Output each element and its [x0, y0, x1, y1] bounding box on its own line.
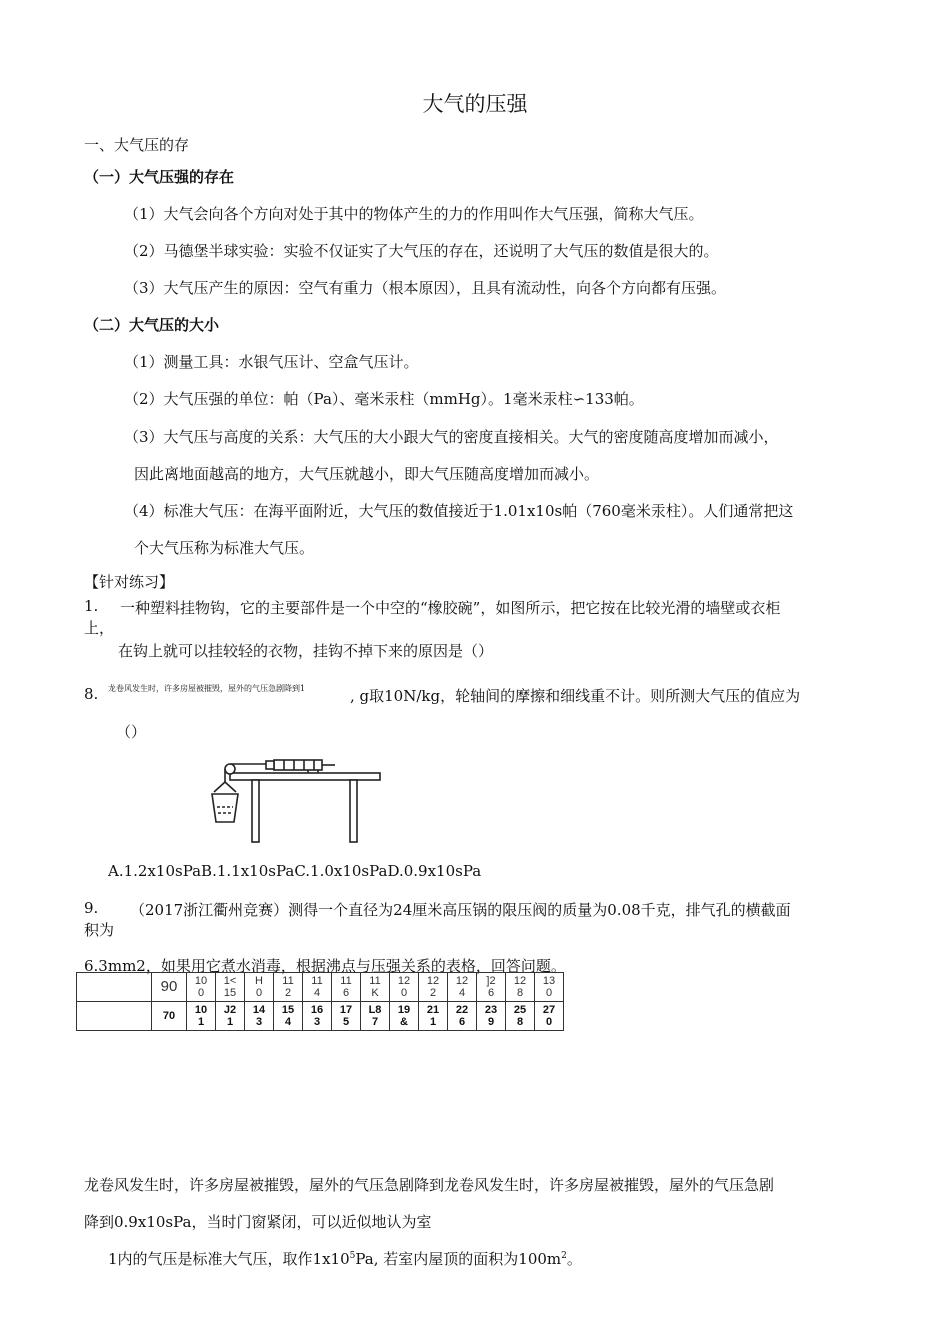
subsection-heading-1: （一）大气压强的存在	[84, 168, 235, 186]
table-cell: H 0	[245, 973, 274, 1002]
subsection-heading-2: （二）大气压的大小	[84, 316, 220, 334]
paragraph: （1）大气会向各个方向对处于其中的物体产生的力的作用叫作大气压强，简称大气压。	[124, 205, 704, 223]
table-cell: J2 1	[216, 1002, 245, 1031]
question-text: 上，	[84, 619, 115, 637]
table-cell: 11 2	[274, 973, 303, 1002]
table-cell: 70	[152, 1002, 187, 1031]
paragraph: （1）测量工具：水银气压计、空盒气压计。	[124, 353, 419, 371]
table-cell: 11 6	[332, 973, 361, 1002]
question-tiny-text: 龙卷风发生时，许多房屋被摧毁，屋外的气压急剧降到1	[108, 684, 306, 693]
paragraph: （2）马德堡半球实验：实验不仅证实了大气压的存在，还说明了大气压的数值是很大的。	[124, 242, 719, 260]
table-cell: ]2 6	[477, 973, 506, 1002]
table-cell: 12 4	[448, 973, 477, 1002]
paragraph: 龙卷风发生时，许多房屋被摧毁，屋外的气压急剧降到龙卷风发生时，许多房屋被摧毁，屋外的气压急剧	[84, 1176, 775, 1194]
paragraph-part: 。	[566, 1250, 582, 1268]
question-number: 9.	[84, 899, 99, 917]
question-text: （2017浙江衢州竞赛）测得一个直径为24厘米高压锅的限压阀的质量为0.08千克，排气孔的横截面	[130, 901, 791, 919]
section-heading: 一、大气压的存	[84, 136, 190, 154]
table-cell: 17 5	[332, 1002, 361, 1031]
table-cell: 25 8	[506, 1002, 535, 1031]
superscript: 2	[561, 1251, 567, 1261]
table-cell: 23 9	[477, 1002, 506, 1031]
table-cell: L8 7	[361, 1002, 390, 1031]
table-cell: 11 4	[303, 973, 332, 1002]
paragraph: 降到0.9x10sPa，当时门窗紧闭，可以近似地认为室	[84, 1213, 432, 1231]
answer-options: A.1.2x10sPaB.1.1x10sPaC.1.0x10sPaD.0.9x10sPa	[108, 862, 482, 880]
paragraph	[108, 1248, 582, 1269]
table-cell: 11 K	[361, 973, 390, 1002]
table-cell: 10 1	[187, 1002, 216, 1031]
paragraph-part: 1内的气压是标准大气压，取作1x10	[108, 1250, 350, 1268]
question-number: 8.	[84, 685, 99, 703]
table-cell: 15 4	[274, 1002, 303, 1031]
page-title: 大气的压强	[422, 92, 528, 116]
question-text: 积为	[84, 921, 115, 939]
experiment-apparatus-figure	[200, 752, 390, 852]
paragraph: （4）标准大气压：在海平面附近，大气压的数值接近于1.01x10s帕（760毫米汞柱）。人们通常把这	[124, 502, 794, 520]
table-cell: 12 0	[390, 973, 419, 1002]
question-number: 1.	[84, 597, 99, 615]
table-cell: 1< 15	[216, 973, 245, 1002]
table-cell: 21 1	[419, 1002, 448, 1031]
paragraph: 因此离地面越高的地方，大气压就越小，即大气压随高度增加而减小。	[134, 465, 600, 483]
table-cell: 90	[152, 973, 187, 1002]
paragraph: （2）大气压强的单位：帕（Pa）、毫米汞柱（mmHg）。1毫米汞柱∽133帕。	[124, 390, 644, 408]
answer-blank: （）	[116, 723, 147, 741]
table-cell	[77, 973, 152, 1002]
paragraph: （3）大气压产生的原因：空气有重力（根本原因），且具有流动性，向各个方向都有压强。	[124, 279, 727, 297]
table-cell: 13 0	[535, 973, 564, 1002]
table-cell: 10 0	[187, 973, 216, 1002]
question-text: 6.3mm2，如果用它煮水消毒，根据沸点与压强关系的表格，回答问题。	[84, 957, 566, 975]
question-text: 在钩上就可以挂较轻的衣物，挂钩不掉下来的原因是（）	[118, 642, 494, 660]
table-cell: 16 3	[303, 1002, 332, 1031]
boiling-point-pressure-table	[76, 972, 564, 1031]
superscript: 5	[349, 1251, 356, 1261]
paragraph: 个大气压称为标准大气压。	[134, 539, 315, 557]
paragraph-part: Pa, 若室内屋顶的面积为100m	[355, 1250, 562, 1268]
table-cell: 19 &	[390, 1002, 419, 1031]
paragraph: （3）大气压与高度的关系：大气压的大小跟大气的密度直接相关。大气的密度随高度增加而减小，	[124, 428, 779, 446]
table-cell	[77, 1002, 152, 1031]
table-cell: 27 0	[535, 1002, 564, 1031]
question-text: , g取10N/kg，轮轴间的摩擦和细线重不计。则所测大气压的值应为	[350, 687, 801, 705]
table-row	[77, 1002, 564, 1031]
practice-heading: 【针对练习】	[84, 573, 175, 591]
table-cell: 14 3	[245, 1002, 274, 1031]
table-cell: 22 6	[448, 1002, 477, 1031]
table-cell: 12 2	[419, 973, 448, 1002]
question-text: 一种塑料挂物钩，它的主要部件是一个中空的“橡胶碗”，如图所示，把它按在比较光滑的墙壁或衣柜	[120, 599, 781, 617]
table-cell: 12 8	[506, 973, 535, 1002]
table-row	[77, 973, 564, 1002]
